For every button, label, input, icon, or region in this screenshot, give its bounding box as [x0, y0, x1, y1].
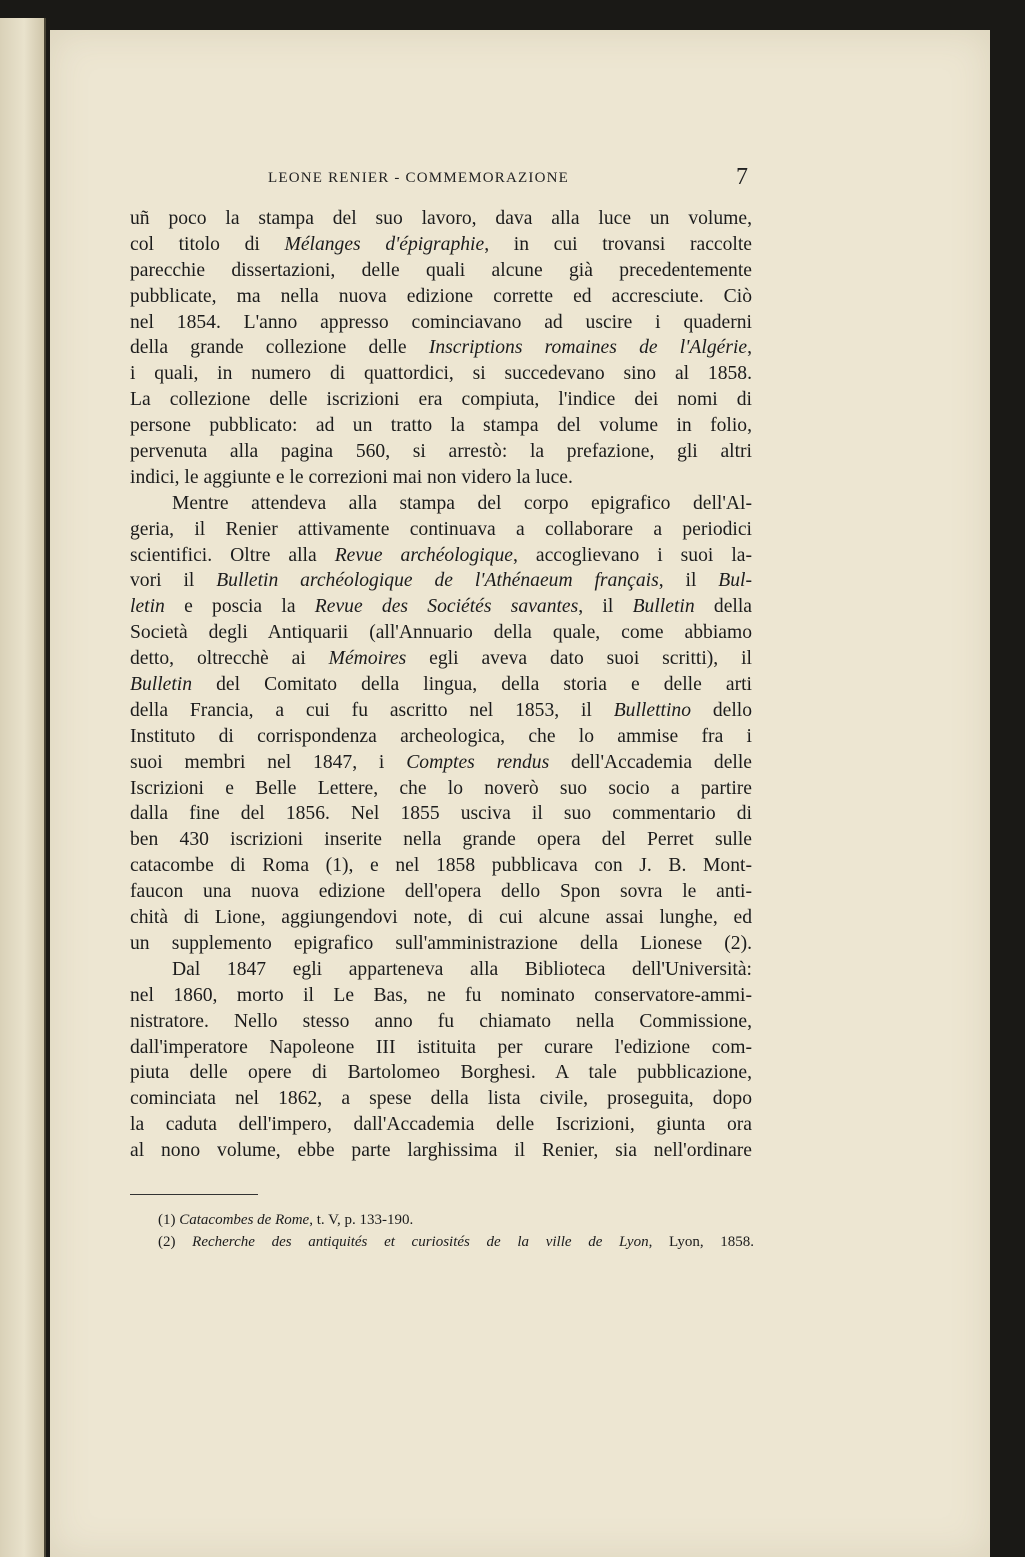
- text-run: , in cui trovansi raccolte: [484, 233, 752, 255]
- italic-title: Comptes rendus: [406, 751, 550, 773]
- text-run: i quali, in numero di quattordici, si succedevano sino al 1858.: [130, 363, 752, 385]
- text-run: indici, le aggiunte e le correzioni mai non videro la luce.: [130, 466, 573, 488]
- text-run: la caduta dell'impero, dall'Accademia delle Iscrizioni, giunta ora: [130, 1114, 752, 1136]
- text-run: Società degli Antiquarii (all'Annuario della quale, come abbiamo: [130, 622, 752, 644]
- text-line: [130, 387, 752, 413]
- text-run: , il: [658, 570, 719, 592]
- text-line: [130, 568, 752, 594]
- footnote-text: , Lyon, 1858.: [648, 1234, 754, 1250]
- text-line: [130, 206, 752, 232]
- text-run: , accoglievano i suoi la-: [513, 544, 753, 566]
- text-run: Instituto di corrispondenza archeologica, che lo ammise fra i: [130, 725, 752, 747]
- text-run: uñ poco la stampa del suo lavoro, dava alla luce un volume,: [130, 208, 752, 229]
- text-line: [130, 983, 752, 1009]
- text-run: un supplemento epigrafico sull'amministrazione della Lionese (2).: [130, 932, 752, 954]
- footnote: [158, 1231, 754, 1253]
- text-line: [130, 698, 752, 724]
- italic-title: Bulletin archéologique de l'Athénaeum français: [216, 570, 659, 592]
- italic-title: letin: [130, 596, 165, 618]
- text-line: [130, 335, 752, 361]
- text-run: Mentre attendeva alla stampa del corpo epigrafico dell'Al-: [172, 492, 752, 514]
- footnotes: [158, 1209, 754, 1253]
- text-line: [130, 724, 752, 750]
- italic-title: Inscriptions romaines de l'Algérie: [428, 337, 748, 359]
- text-run: della Francia, a cui fu ascritto nel 1853, il: [130, 699, 614, 721]
- text-line: [130, 827, 752, 853]
- text-run: scientifici. Oltre alla: [130, 544, 335, 566]
- body-text: [130, 206, 752, 1164]
- footnote-title: Catacombes de Rome: [179, 1212, 310, 1228]
- text-run: La collezione delle iscrizioni era compiuta, l'indice dei nomi di: [130, 389, 752, 411]
- text-run: al nono volume, ebbe parte larghissima il Renier, sia nell'ordinare: [130, 1140, 752, 1162]
- text-run: vori il: [130, 570, 217, 592]
- facing-page-edge: [0, 18, 46, 1557]
- text-line: [130, 284, 752, 310]
- text-run: detto, oltrecchè ai: [130, 648, 329, 670]
- text-line: [130, 491, 752, 517]
- text-line: [130, 801, 752, 827]
- running-header: [268, 164, 748, 194]
- text-line: [130, 439, 752, 465]
- text-line: [130, 465, 752, 491]
- text-line: [130, 232, 752, 258]
- text-run: , il: [578, 596, 633, 618]
- text-run: dello: [691, 699, 753, 721]
- text-line: [130, 957, 752, 983]
- text-line: [130, 310, 752, 336]
- italic-title: Bul-: [718, 570, 752, 592]
- footnote-text: , t. V, p. 133-190.: [309, 1212, 414, 1228]
- text-run: dell'Accademia delle: [549, 751, 752, 773]
- text-run: egli aveva dato suoi scritti), il: [406, 648, 752, 670]
- text-run: faucon una nuova edizione dell'opera dello Spon sovra le anti-: [130, 881, 752, 903]
- italic-title: Mémoires: [328, 648, 407, 670]
- text-line: [130, 931, 752, 957]
- text-line: [130, 620, 752, 646]
- footnote: [158, 1209, 754, 1231]
- text-line: [130, 594, 752, 620]
- text-run: e poscia la: [164, 596, 315, 618]
- italic-title: Mélanges d'épigraphie: [284, 233, 485, 255]
- text-run: piuta delle opere di Bartolomeo Borghesi. A tale pubblicazione,: [130, 1062, 752, 1084]
- text-line: [130, 905, 752, 931]
- text-run: pervenuta alla pagina 560, si arrestò: la prefazione, gli altri: [130, 441, 752, 463]
- text-line: [130, 413, 752, 439]
- text-run: dalla fine del 1856. Nel 1855 usciva il suo commentario di: [130, 803, 752, 825]
- text-line: [130, 1060, 752, 1086]
- running-title: LEONE RENIER - COMMEMORAZIONE: [268, 170, 570, 186]
- footnote-text: (2): [158, 1234, 193, 1250]
- text-line: [130, 1009, 752, 1035]
- italic-title: Bullettino: [613, 699, 691, 721]
- text-line: [130, 1035, 752, 1061]
- text-run: chità di Lione, aggiungendovi note, di cui alcune assai lunghe, ed: [130, 907, 752, 929]
- text-run: persone pubblicato: ad un tratto la stampa del volume in folio,: [130, 415, 752, 437]
- text-line: [130, 672, 752, 698]
- text-run: ben 430 iscrizioni inserite nella grande opera del Perret sulle: [130, 829, 752, 851]
- text-run: cominciata nel 1862, a spese della lista civile, proseguita, dopo: [130, 1088, 752, 1110]
- text-run: nistratore. Nello stesso anno fu chiamato nella Commissione,: [130, 1010, 752, 1032]
- text-run: della grande collezione delle: [130, 337, 429, 359]
- footnote-text: (1): [158, 1212, 180, 1228]
- text-line: [130, 646, 752, 672]
- text-run: pubblicate, ma nella nuova edizione corrette ed accresciute. Ciò: [130, 285, 752, 307]
- text-line: [130, 750, 752, 776]
- text-line: [130, 361, 752, 387]
- text-run: ,: [747, 337, 752, 359]
- italic-title: Bulletin: [130, 674, 193, 696]
- text-run: della: [694, 596, 752, 618]
- text-run: col titolo di: [130, 233, 285, 255]
- text-line: [130, 1138, 752, 1164]
- text-line: [130, 879, 752, 905]
- text-run: catacombe di Roma (1), e nel 1858 pubblicava con J. B. Mont-: [130, 855, 752, 877]
- text-run: suoi membri nel 1847, i: [130, 751, 407, 773]
- text-run: dall'imperatore Napoleone III istituita per curare l'edizione com-: [130, 1036, 752, 1058]
- text-run: parecchie dissertazioni, delle quali alcune già precedentemente: [130, 259, 752, 281]
- italic-title: Revue archéologique: [334, 544, 513, 566]
- text-line: [130, 776, 752, 802]
- footnote-rule: [130, 1194, 258, 1195]
- text-run: geria, il Renier attivamente continuava a collaborare a periodici: [130, 518, 752, 540]
- text-line: [130, 1086, 752, 1112]
- text-line: [130, 517, 752, 543]
- text-line: [130, 258, 752, 284]
- text-line: [130, 543, 752, 569]
- text-run: del Comitato della lingua, della storia e delle arti: [192, 674, 752, 696]
- page-number: 7: [736, 164, 748, 190]
- italic-title: Bulletin: [632, 596, 695, 618]
- text-line: [130, 1112, 752, 1138]
- text-run: Iscrizioni e Belle Lettere, che lo noverò suo socio a partire: [130, 777, 752, 799]
- italic-title: Revue des Sociétés savantes: [314, 596, 579, 618]
- footnote-title: Recherche des antiquités et curiosités de la ville de Lyon: [192, 1234, 649, 1250]
- text-line: [130, 853, 752, 879]
- text-run: nel 1854. L'anno appresso cominciavano ad uscire i quaderni: [130, 311, 752, 333]
- text-run: Dal 1847 egli apparteneva alla Biblioteca dell'Università:: [172, 958, 752, 980]
- text-run: nel 1860, morto il Le Bas, ne fu nominato conservatore-ammi-: [130, 984, 752, 1006]
